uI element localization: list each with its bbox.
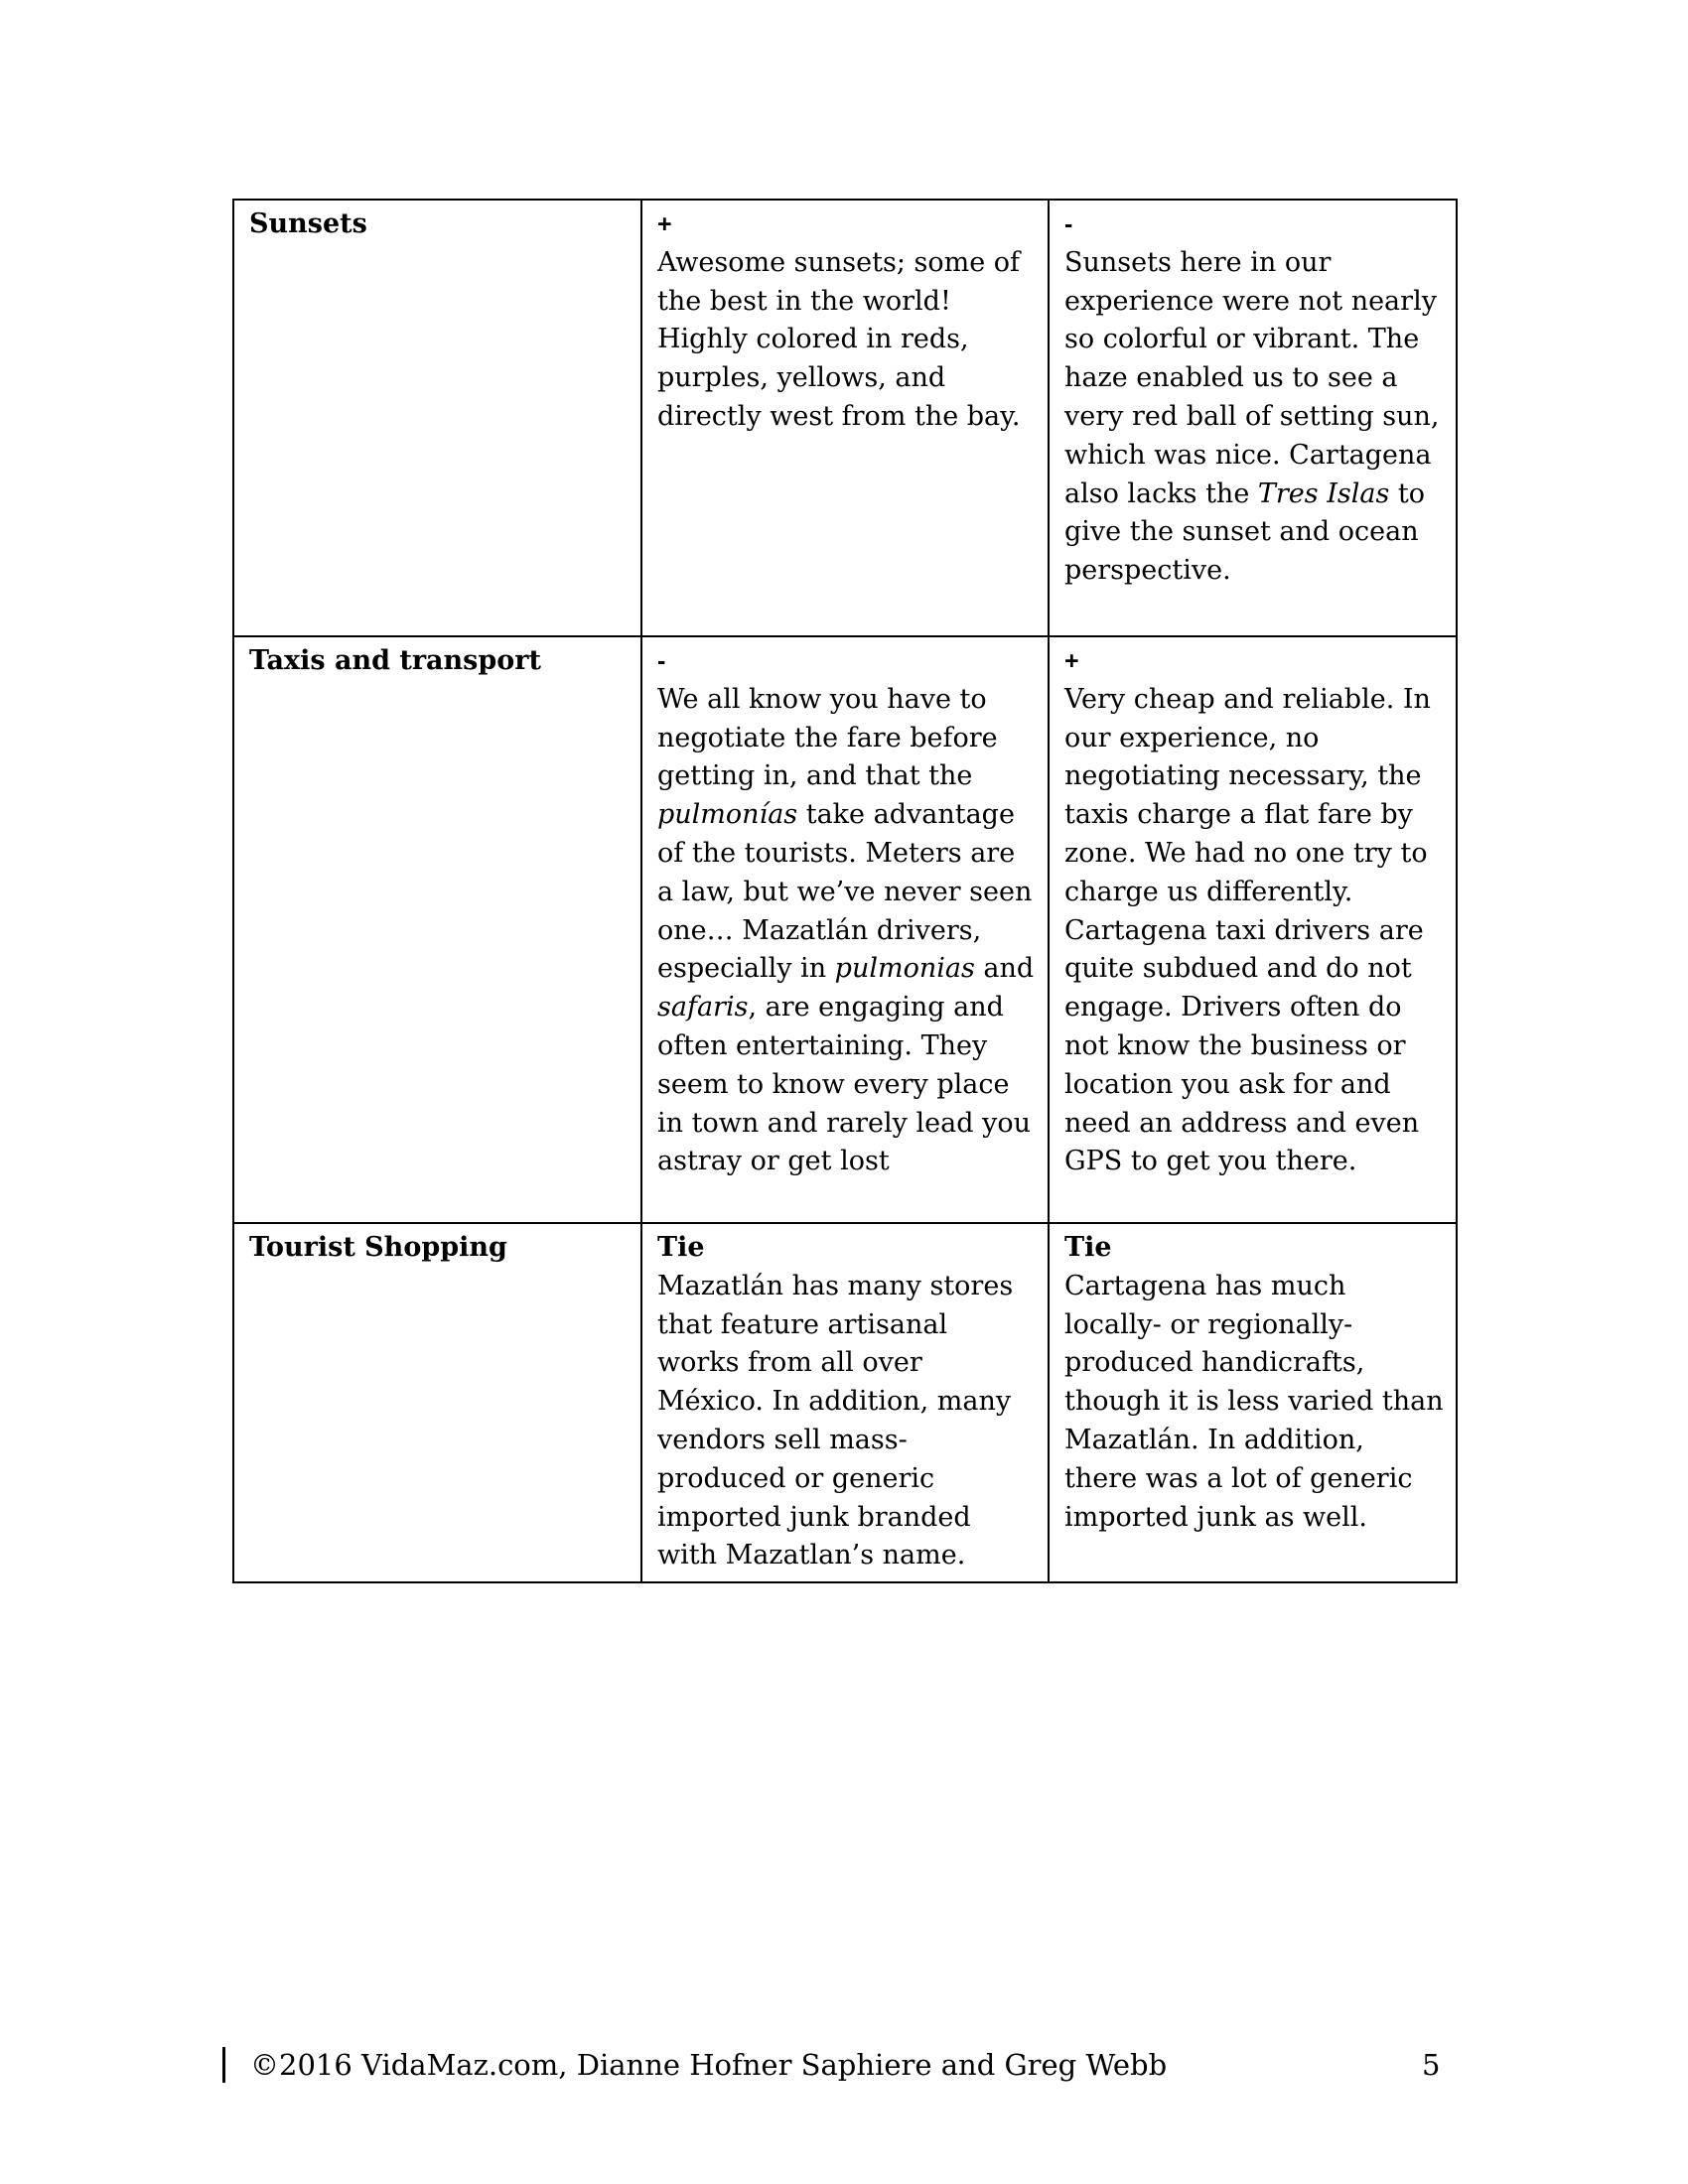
verdict-mark: - (657, 647, 666, 675)
mazatlan-cell (641, 636, 1049, 1223)
mazatlan-cell (641, 1223, 1049, 1582)
text-run: Very cheap and reliable. In our experience, no negotiating necessary, the taxis charge a flat fare by zone. We had no one try to charge us differently. Cartagena taxi drivers are quite subdued and do not engage. Drivers often do not know the business or location you ask for and need an address and even GPS to get you there. (1064, 683, 1431, 1177)
category-cell (233, 636, 641, 1223)
page-footer (222, 2043, 1464, 2087)
cell-text (657, 244, 1036, 437)
copyright-text: ©2016 VidaMaz.com, Dianne Hofner Saphiere and Greg Webb (250, 2048, 1168, 2082)
text-run: Sunsets here in our experience were not nearly so colorful or vibrant. The haze enabled us to see a very red ball of setting sun, which was nice. Cartagena also lacks the (1064, 246, 1440, 509)
category-cell (233, 1223, 641, 1582)
category-label: Tourist Shopping (249, 1232, 507, 1263)
cell-text (1064, 1268, 1444, 1538)
verdict-mark: + (657, 210, 672, 238)
table-row (233, 200, 1457, 636)
italic-term: Tres Islas (1257, 478, 1390, 509)
comparison-table (232, 199, 1458, 1583)
cartagena-cell (1049, 200, 1457, 636)
cell-text (657, 1268, 1036, 1575)
text-run: Cartagena has much locally- or regionally-produced handicrafts, though it is less varied than Mazatlán. In addition, there was a lot of generic imported junk as well. (1064, 1270, 1444, 1533)
text-run: Mazatlán has many stores that feature artisanal works from all over México. In addition, many vendors sell mass-produced or generic imported junk branded with Mazatlan’s name. (657, 1270, 1014, 1571)
text-run: and (974, 953, 1035, 985)
cartagena-cell (1049, 1223, 1457, 1582)
cartagena-cell (1049, 636, 1457, 1223)
table-row (233, 1223, 1457, 1582)
text-run: take advantage of the tourists. Meters are a law, but we’ve never seen one… Mazatlán drivers, especially in (657, 799, 1033, 985)
table-row (233, 636, 1457, 1223)
text-run: Awesome sunsets; some of the best in the world! Highly colored in reds, purples, yellows, and directly west from the bay. (657, 246, 1021, 432)
verdict-mark: - (1064, 210, 1073, 238)
text-run: We all know you have to negotiate the fare before getting in, and that the (657, 683, 998, 792)
cell-text (1064, 244, 1444, 591)
page-number: 5 (1422, 2048, 1441, 2082)
italic-term: pulmonías (657, 799, 798, 831)
verdict-mark: Tie (657, 1232, 705, 1263)
cell-text (1064, 681, 1444, 1181)
text-run: , are engaging and often entertaining. They seem to know every place in town and rarely lead you astray or get lost (657, 992, 1031, 1177)
category-label: Sunsets (249, 208, 367, 239)
footer-divider (222, 2047, 225, 2083)
cell-text (657, 681, 1036, 1181)
verdict-mark: Tie (1064, 1232, 1112, 1263)
italic-term: safaris (657, 992, 749, 1024)
verdict-mark: + (1064, 647, 1079, 675)
category-label: Taxis and transport (249, 645, 541, 676)
italic-term: pulmonias (834, 953, 975, 985)
mazatlan-cell (641, 200, 1049, 636)
category-cell (233, 200, 641, 636)
text-run: to give the sunset and ocean perspective. (1064, 478, 1426, 587)
